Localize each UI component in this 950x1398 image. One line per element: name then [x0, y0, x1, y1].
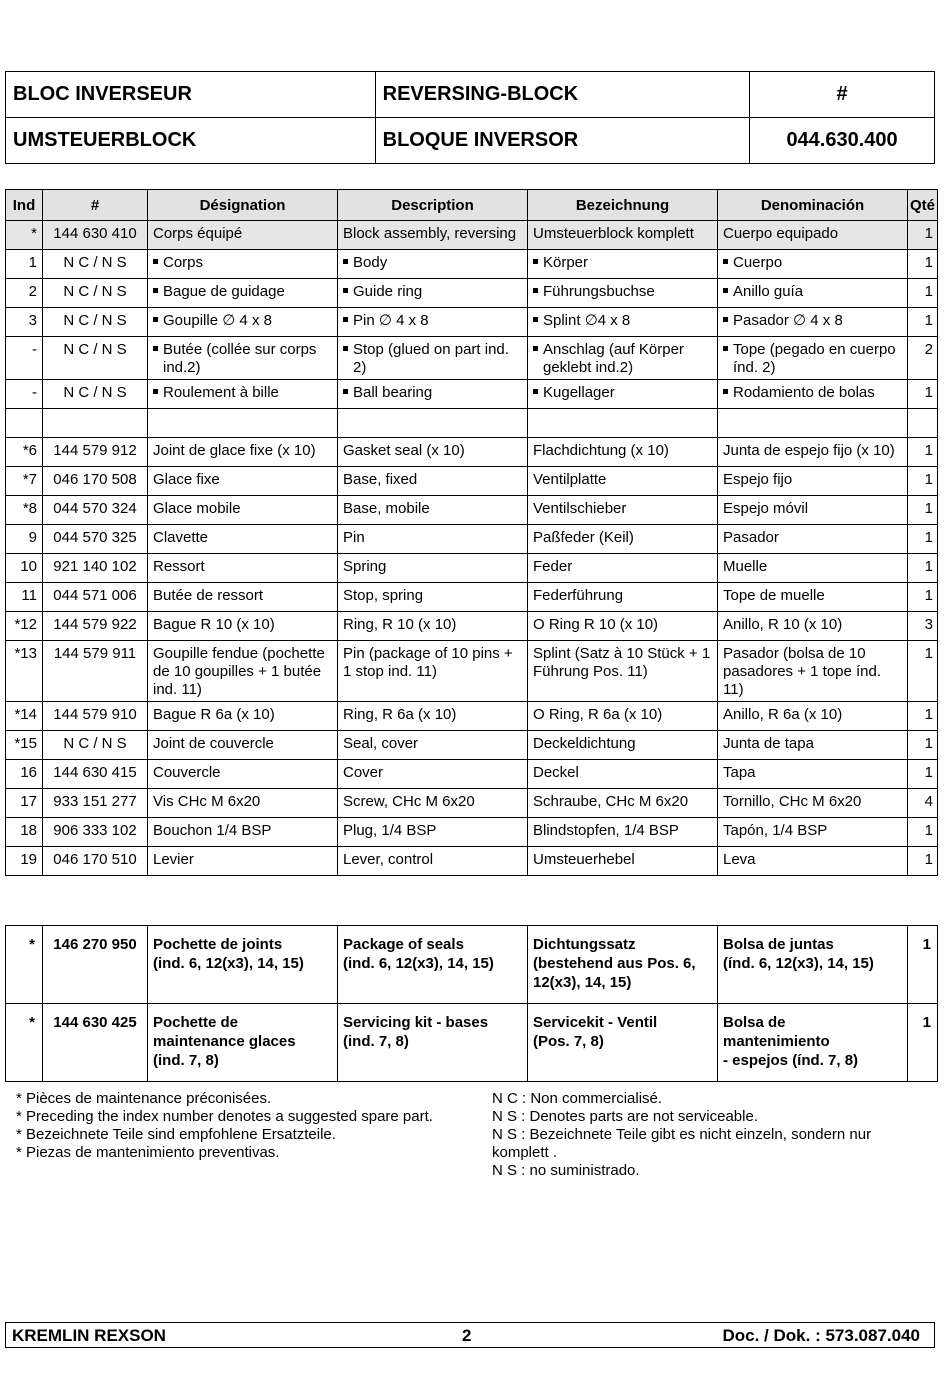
row-qty: 1	[908, 554, 938, 583]
row-part-number: 044 570 324	[43, 496, 148, 525]
bullet-item	[343, 384, 522, 402]
row-ind: 10	[6, 554, 43, 583]
table-row	[6, 847, 938, 876]
table-row	[6, 380, 938, 409]
row-designation	[148, 308, 338, 337]
row-description	[338, 337, 528, 380]
kit-qty: 1	[908, 1004, 938, 1082]
row-designation: Corps équipé	[148, 221, 338, 250]
row-qty: 1	[908, 583, 938, 612]
row-description	[338, 279, 528, 308]
row-qty: 1	[908, 702, 938, 731]
kit-part-number: 144 630 425	[43, 1004, 148, 1082]
note-line: N C : Non commercialisé.	[492, 1090, 663, 1107]
kit-ind: *	[6, 926, 43, 1004]
square-bullet-icon	[343, 288, 348, 293]
cell-text: Corps	[163, 254, 204, 271]
kit-row	[6, 1004, 938, 1082]
row-qty	[908, 409, 938, 438]
reference-number: 044.630.400	[750, 118, 935, 164]
table-header-row	[6, 190, 938, 221]
square-bullet-icon	[533, 346, 538, 351]
kit-text-line: Servicing kit - bases	[343, 1014, 489, 1031]
row-designation	[148, 409, 338, 438]
row-description: Screw, CHc M 6x20	[338, 789, 528, 818]
cell-text: Cuerpo	[733, 254, 783, 271]
cell-text: Guide ring	[353, 283, 423, 300]
cell-text: Butée (collée sur corps ind.2)	[163, 341, 317, 376]
table-row	[6, 496, 938, 525]
row-part-number: 906 333 102	[43, 818, 148, 847]
bullet-item	[343, 283, 522, 301]
row-denominacion	[718, 308, 908, 337]
kit-text-line: Bolsa de	[723, 1014, 786, 1031]
row-denominacion: Cuerpo equipado	[718, 221, 908, 250]
row-designation: Levier	[148, 847, 338, 876]
row-description: Stop, spring	[338, 583, 528, 612]
row-ind: *15	[6, 731, 43, 760]
cell-text: Rodamiento de bolas	[733, 384, 875, 401]
row-denominacion: Tope de muelle	[718, 583, 908, 612]
row-ind: 1	[6, 250, 43, 279]
square-bullet-icon	[153, 317, 158, 322]
row-ind: 18	[6, 818, 43, 847]
row-denominacion: Junta de espejo fijo (x 10)	[718, 438, 908, 467]
row-description: Pin (package of 10 pins + 1 stop ind. 11)	[338, 641, 528, 702]
row-designation	[148, 380, 338, 409]
title-fr: BLOC INVERSEUR	[6, 72, 376, 118]
notes-availability	[492, 1090, 922, 1180]
kit-text-line: (Pos. 7, 8)	[533, 1033, 604, 1050]
kit-text-line: (ind. 7, 8)	[153, 1052, 219, 1069]
row-designation: Couvercle	[148, 760, 338, 789]
row-denominacion	[718, 279, 908, 308]
row-denominacion: Leva	[718, 847, 908, 876]
kit-part-number: 146 270 950	[43, 926, 148, 1004]
cell-text: Roulement à bille	[163, 384, 279, 401]
row-designation: Vis CHc M 6x20	[148, 789, 338, 818]
row-denominacion: Anillo, R 10 (x 10)	[718, 612, 908, 641]
note-line: N S : Denotes parts are not serviceable.	[492, 1108, 758, 1125]
note-line: N S : no suministrado.	[492, 1162, 640, 1179]
kit-designation	[148, 926, 338, 1004]
kit-designation	[148, 1004, 338, 1082]
row-bezeichnung: Umsteuerhebel	[528, 847, 718, 876]
kit-qty: 1	[908, 926, 938, 1004]
kit-text-line: mantenimiento	[723, 1033, 830, 1050]
kits-table	[5, 925, 938, 1082]
square-bullet-icon	[343, 346, 348, 351]
col-description: Description	[338, 190, 528, 221]
row-qty: 1	[908, 641, 938, 702]
row-qty: 1	[908, 818, 938, 847]
row-description: Spring	[338, 554, 528, 583]
row-denominacion	[718, 380, 908, 409]
row-bezeichnung: Flachdichtung (x 10)	[528, 438, 718, 467]
bullet-item	[723, 341, 902, 377]
cell-text: Ball bearing	[353, 384, 433, 401]
kit-text-line: 12(x3), 14, 15)	[533, 974, 632, 991]
col-designation: Désignation	[148, 190, 338, 221]
square-bullet-icon	[723, 346, 728, 351]
table-row	[6, 279, 938, 308]
kit-text-line: (bestehend aus Pos. 6,	[533, 955, 696, 972]
note-line: * Pièces de maintenance préconisées.	[16, 1090, 272, 1107]
bullet-item	[723, 312, 902, 330]
row-ind: 3	[6, 308, 43, 337]
row-ind: *6	[6, 438, 43, 467]
row-description	[338, 250, 528, 279]
bullet-item	[533, 283, 712, 301]
row-description	[338, 409, 528, 438]
square-bullet-icon	[153, 389, 158, 394]
cell-text: Führungsbuchse	[543, 283, 655, 300]
row-ind: *12	[6, 612, 43, 641]
row-part-number: 044 570 325	[43, 525, 148, 554]
row-ind: 9	[6, 525, 43, 554]
square-bullet-icon	[343, 317, 348, 322]
table-row	[6, 337, 938, 380]
cell-text: Tope (pegado en cuerpo índ. 2)	[733, 341, 896, 376]
kit-bezeichnung	[528, 1004, 718, 1082]
bullet-item	[153, 312, 332, 330]
row-designation	[148, 279, 338, 308]
row-ind: *13	[6, 641, 43, 702]
col-ind: Ind	[6, 190, 43, 221]
cell-text: Anschlag (auf Körper geklebt ind.2)	[543, 341, 684, 376]
row-part-number: 046 170 510	[43, 847, 148, 876]
row-designation: Glace fixe	[148, 467, 338, 496]
row-denominacion: Pasador (bolsa de 10 pasadores + 1 tope índ. 11)	[718, 641, 908, 702]
row-bezeichnung: Deckeldichtung	[528, 731, 718, 760]
table-row	[6, 221, 938, 250]
row-description: Lever, control	[338, 847, 528, 876]
row-bezeichnung: Ventilschieber	[528, 496, 718, 525]
row-qty: 1	[908, 250, 938, 279]
title-de: UMSTEUERBLOCK	[6, 118, 376, 164]
col-bezeichnung: Bezeichnung	[528, 190, 718, 221]
row-denominacion: Junta de tapa	[718, 731, 908, 760]
kit-text-line: Dichtungssatz	[533, 936, 636, 953]
cell-text: Body	[353, 254, 388, 271]
table-row	[6, 702, 938, 731]
row-qty: 4	[908, 789, 938, 818]
parts-table	[5, 189, 938, 876]
table-row	[6, 818, 938, 847]
table-row	[6, 760, 938, 789]
row-ind: *7	[6, 467, 43, 496]
row-designation: Joint de glace fixe (x 10)	[148, 438, 338, 467]
row-part-number	[43, 409, 148, 438]
kit-denominacion	[718, 1004, 908, 1082]
square-bullet-icon	[723, 317, 728, 322]
row-part-number: 046 170 508	[43, 467, 148, 496]
bullet-item	[343, 254, 522, 272]
note-line: * Piezas de mantenimiento preventivas.	[16, 1144, 280, 1161]
row-designation: Joint de couvercle	[148, 731, 338, 760]
row-ind: -	[6, 337, 43, 380]
row-ind: -	[6, 380, 43, 409]
row-denominacion	[718, 250, 908, 279]
row-ind: 2	[6, 279, 43, 308]
row-ind: *8	[6, 496, 43, 525]
table-row	[6, 641, 938, 702]
bullet-item	[343, 312, 522, 330]
row-description: Base, mobile	[338, 496, 528, 525]
kit-text-line: (índ. 6, 12(x3), 14, 15)	[723, 955, 874, 972]
row-part-number: N C / N S	[43, 279, 148, 308]
row-denominacion	[718, 337, 908, 380]
row-description: Ring, R 10 (x 10)	[338, 612, 528, 641]
row-part-number: 044 571 006	[43, 583, 148, 612]
page-number: 2	[462, 1326, 472, 1345]
row-part-number: N C / N S	[43, 380, 148, 409]
row-designation	[148, 337, 338, 380]
cell-text: Kugellager	[543, 384, 615, 401]
table-row	[6, 612, 938, 641]
table-row	[6, 554, 938, 583]
document-number: Doc. / Dok. : 573.087.040	[722, 1326, 920, 1345]
kit-description	[338, 1004, 528, 1082]
row-description: Cover	[338, 760, 528, 789]
row-description: Plug, 1/4 BSP	[338, 818, 528, 847]
bullet-item	[723, 254, 902, 272]
row-qty: 1	[908, 760, 938, 789]
row-description: Ring, R 6a (x 10)	[338, 702, 528, 731]
square-bullet-icon	[533, 288, 538, 293]
row-bezeichnung	[528, 250, 718, 279]
square-bullet-icon	[723, 259, 728, 264]
row-qty: 3	[908, 612, 938, 641]
col-qty: Qté	[908, 190, 938, 221]
cell-text: Pin ∅ 4 x 8	[353, 312, 429, 329]
square-bullet-icon	[153, 288, 158, 293]
kit-description	[338, 926, 528, 1004]
square-bullet-icon	[343, 389, 348, 394]
cell-text: Körper	[543, 254, 589, 271]
cell-text: Goupille ∅ 4 x 8	[163, 312, 272, 329]
row-denominacion: Espejo fijo	[718, 467, 908, 496]
row-designation: Goupille fendue (pochette de 10 goupilles + 1 butée ind. 11)	[148, 641, 338, 702]
row-denominacion: Anillo, R 6a (x 10)	[718, 702, 908, 731]
row-bezeichnung	[528, 380, 718, 409]
row-designation: Glace mobile	[148, 496, 338, 525]
row-bezeichnung	[528, 308, 718, 337]
page-footer	[5, 1322, 935, 1348]
bullet-item	[723, 384, 902, 402]
row-denominacion: Pasador	[718, 525, 908, 554]
table-row	[6, 438, 938, 467]
row-ind: 11	[6, 583, 43, 612]
cell-text: Splint ∅4 x 8	[543, 312, 631, 329]
kit-text-line: (ind. 6, 12(x3), 14, 15)	[153, 955, 304, 972]
table-row	[6, 789, 938, 818]
kit-text-line: Bolsa de juntas	[723, 936, 834, 953]
row-ind	[6, 409, 43, 438]
cell-text: Anillo guía	[733, 283, 804, 300]
bullet-item	[533, 341, 712, 377]
row-description	[338, 380, 528, 409]
row-description	[338, 308, 528, 337]
row-part-number: 144 579 912	[43, 438, 148, 467]
bullet-item	[533, 254, 712, 272]
row-part-number: 144 579 911	[43, 641, 148, 702]
row-qty: 1	[908, 847, 938, 876]
row-bezeichnung: Ventilplatte	[528, 467, 718, 496]
row-part-number: 144 630 415	[43, 760, 148, 789]
row-bezeichnung: Splint (Satz à 10 Stück + 1 Führung Pos. 11)	[528, 641, 718, 702]
row-designation: Butée de ressort	[148, 583, 338, 612]
kit-row	[6, 926, 938, 1004]
row-bezeichnung: O Ring R 10 (x 10)	[528, 612, 718, 641]
row-ind: 19	[6, 847, 43, 876]
row-bezeichnung	[528, 409, 718, 438]
row-description: Gasket seal (x 10)	[338, 438, 528, 467]
row-denominacion: Tapón, 1/4 BSP	[718, 818, 908, 847]
hash-label: #	[750, 72, 935, 118]
row-denominacion: Espejo móvil	[718, 496, 908, 525]
row-qty: 1	[908, 438, 938, 467]
square-bullet-icon	[723, 389, 728, 394]
row-denominacion	[718, 409, 908, 438]
row-description: Seal, cover	[338, 731, 528, 760]
kit-text-line: Pochette de	[153, 1014, 239, 1031]
kit-text-line: (ind. 6, 12(x3), 14, 15)	[343, 955, 494, 972]
title-block	[5, 71, 935, 164]
row-denominacion: Tapa	[718, 760, 908, 789]
bullet-item	[723, 283, 902, 301]
row-qty: 1	[908, 731, 938, 760]
row-designation: Bague R 6a (x 10)	[148, 702, 338, 731]
row-designation	[148, 250, 338, 279]
bullet-item	[153, 341, 332, 377]
bullet-item	[153, 384, 332, 402]
kit-text-line: Servicekit - Ventil	[533, 1014, 658, 1031]
square-bullet-icon	[533, 317, 538, 322]
kit-text-line: maintenance glaces	[153, 1033, 296, 1050]
square-bullet-icon	[533, 389, 538, 394]
cell-text: Bague de guidage	[163, 283, 285, 300]
row-description: Block assembly, reversing	[338, 221, 528, 250]
row-part-number: N C / N S	[43, 731, 148, 760]
row-bezeichnung: Deckel	[528, 760, 718, 789]
table-row	[6, 308, 938, 337]
row-description: Pin	[338, 525, 528, 554]
row-qty: 1	[908, 525, 938, 554]
kit-bezeichnung	[528, 926, 718, 1004]
square-bullet-icon	[153, 346, 158, 351]
bullet-item	[533, 384, 712, 402]
row-description: Base, fixed	[338, 467, 528, 496]
row-part-number: 144 579 922	[43, 612, 148, 641]
notes-spare-parts	[16, 1090, 486, 1162]
note-line: * Bezeichnete Teile sind empfohlene Ersatzteile.	[16, 1126, 336, 1143]
row-qty: 1	[908, 380, 938, 409]
row-designation: Clavette	[148, 525, 338, 554]
kit-text-line: Pochette de joints	[153, 936, 283, 953]
row-part-number: 144 579 910	[43, 702, 148, 731]
row-qty: 1	[908, 467, 938, 496]
row-designation: Bouchon 1/4 BSP	[148, 818, 338, 847]
row-qty: 1	[908, 308, 938, 337]
row-ind: *14	[6, 702, 43, 731]
row-part-number: N C / N S	[43, 250, 148, 279]
row-designation: Bague R 10 (x 10)	[148, 612, 338, 641]
row-part-number: 933 151 277	[43, 789, 148, 818]
table-row	[6, 409, 938, 438]
row-denominacion: Tornillo, CHc M 6x20	[718, 789, 908, 818]
row-denominacion: Muelle	[718, 554, 908, 583]
row-part-number: N C / N S	[43, 337, 148, 380]
table-row	[6, 250, 938, 279]
row-designation: Ressort	[148, 554, 338, 583]
row-ind: 16	[6, 760, 43, 789]
bullet-item	[533, 312, 712, 330]
row-qty: 1	[908, 221, 938, 250]
title-en: REVERSING-BLOCK	[375, 72, 749, 118]
kit-text-line: - espejos (índ. 7, 8)	[723, 1052, 859, 1069]
kit-text-line: Package of seals	[343, 936, 464, 953]
row-bezeichnung: Blindstopfen, 1/4 BSP	[528, 818, 718, 847]
kit-text-line: (ind. 7, 8)	[343, 1033, 409, 1050]
col-number: #	[43, 190, 148, 221]
company-name: KREMLIN REXSON	[12, 1326, 166, 1345]
table-row	[6, 525, 938, 554]
table-row	[6, 583, 938, 612]
row-bezeichnung: Umsteuerblock komplett	[528, 221, 718, 250]
row-ind: *	[6, 221, 43, 250]
row-bezeichnung	[528, 279, 718, 308]
row-part-number: N C / N S	[43, 308, 148, 337]
cell-text: Stop (glued on part ind. 2)	[353, 341, 509, 376]
row-bezeichnung: O Ring, R 6a (x 10)	[528, 702, 718, 731]
row-bezeichnung: Schraube, CHc M 6x20	[528, 789, 718, 818]
bullet-item	[153, 283, 332, 301]
row-ind: 17	[6, 789, 43, 818]
row-qty: 1	[908, 279, 938, 308]
table-row	[6, 731, 938, 760]
square-bullet-icon	[723, 288, 728, 293]
bullet-item	[343, 341, 522, 377]
cell-text: Pasador ∅ 4 x 8	[733, 312, 843, 329]
row-qty: 1	[908, 496, 938, 525]
square-bullet-icon	[153, 259, 158, 264]
row-part-number: 144 630 410	[43, 221, 148, 250]
col-denominacion: Denominación	[718, 190, 908, 221]
row-bezeichnung	[528, 337, 718, 380]
square-bullet-icon	[533, 259, 538, 264]
note-line: * Preceding the index number denotes a suggested spare part.	[16, 1108, 433, 1125]
row-part-number: 921 140 102	[43, 554, 148, 583]
note-line: N S : Bezeichnete Teile gibt es nicht einzeln, sondern nur komplett .	[492, 1126, 876, 1161]
title-es: BLOQUE INVERSOR	[375, 118, 749, 164]
row-qty: 2	[908, 337, 938, 380]
table-row	[6, 467, 938, 496]
row-bezeichnung: Feder	[528, 554, 718, 583]
row-bezeichnung: Paßfeder (Keil)	[528, 525, 718, 554]
kit-denominacion	[718, 926, 908, 1004]
bullet-item	[153, 254, 332, 272]
row-bezeichnung: Federführung	[528, 583, 718, 612]
kit-ind: *	[6, 1004, 43, 1082]
square-bullet-icon	[343, 259, 348, 264]
